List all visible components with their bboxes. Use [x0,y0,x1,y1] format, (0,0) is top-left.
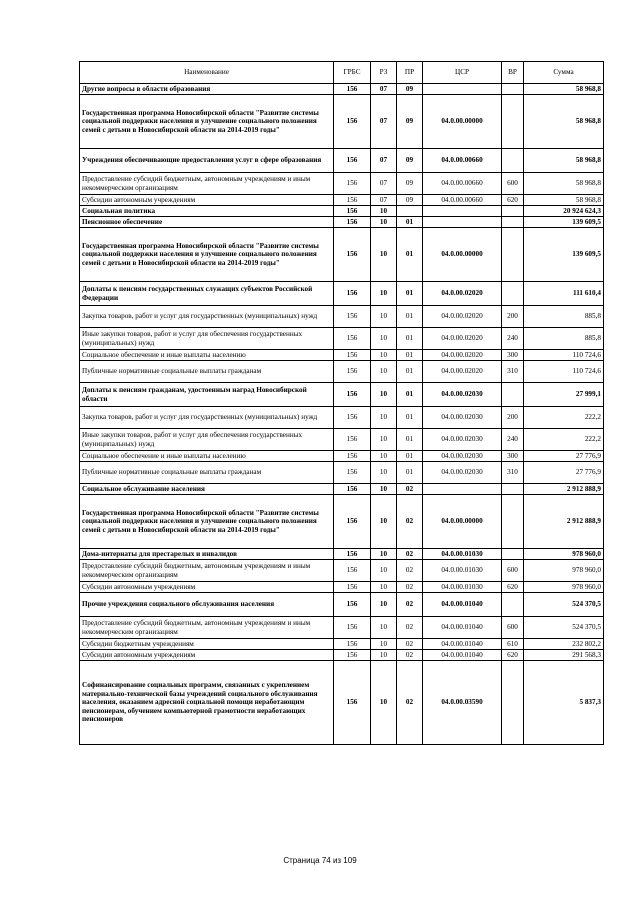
cell-rz: 10 [371,217,397,228]
cell-grbs: 156 [334,429,371,451]
cell-pr: 01 [397,306,423,328]
cell-vr [502,149,524,173]
cell-rz: 10 [371,484,397,495]
cell-rz: 10 [371,407,397,429]
cell-name: Социальное обслуживание населения [80,484,334,495]
cell-csr: 04.0.00.00000 [423,495,502,549]
cell-name: Социальное обеспечение и иные выплаты населению [80,350,334,361]
table-row [80,462,604,484]
cell-vr: 240 [502,429,524,451]
cell-vr [502,661,524,745]
cell-pr: 01 [397,350,423,361]
cell-pr: 02 [397,617,423,639]
cell-rz: 10 [371,639,397,650]
cell-name: Доплаты к пенсиям государственных служащих субъектов Российской Федерации [80,282,334,306]
header-vr: ВР [502,62,524,84]
cell-grbs: 156 [334,328,371,350]
cell-name: Публичные нормативные социальные выплаты гражданам [80,462,334,484]
cell-vr [502,206,524,217]
cell-rz: 10 [371,328,397,350]
cell-name: Закупка товаров, работ и услуг для государственных (муниципальных) нужд [80,306,334,328]
cell-grbs: 156 [334,451,371,462]
cell-pr: 01 [397,429,423,451]
cell-vr: 610 [502,639,524,650]
cell-sum: 2 912 888,9 [524,495,604,549]
cell-pr: 01 [397,228,423,282]
cell-rz: 10 [371,661,397,745]
cell-rz: 10 [371,462,397,484]
cell-csr: 04.0.00.00660 [423,173,502,195]
table-row [80,549,604,560]
cell-pr: 09 [397,149,423,173]
cell-grbs: 156 [334,650,371,661]
cell-rz: 10 [371,306,397,328]
cell-grbs: 156 [334,195,371,206]
cell-vr [502,217,524,228]
table-row [80,661,604,745]
cell-grbs: 156 [334,361,371,383]
budget-table [79,61,604,745]
cell-name: Закупка товаров, работ и услуг для государственных (муниципальных) нужд [80,407,334,429]
table-row [80,582,604,593]
cell-pr: 02 [397,495,423,549]
cell-name: Государственная программа Новосибирской области "Развитие системы социальной поддержки населения и улучшение социального положения семей с детьми в Новосибирской области на 2014-2019 годы" [80,495,334,549]
table-row [80,617,604,639]
cell-vr: 600 [502,617,524,639]
cell-name: Иные закупки товаров, работ и услуг для обеспечения государственных (муниципальных) нужд [80,328,334,350]
cell-sum: 5 837,3 [524,661,604,745]
cell-rz: 07 [371,195,397,206]
cell-name: Другие вопросы в области образования [80,84,334,95]
cell-csr [423,206,502,217]
cell-sum: 232 802,2 [524,639,604,650]
cell-csr: 04.0.00.02030 [423,407,502,429]
cell-rz: 10 [371,650,397,661]
table-row [80,149,604,173]
cell-pr: 02 [397,484,423,495]
cell-grbs: 156 [334,149,371,173]
table-row [80,206,604,217]
cell-vr [502,549,524,560]
cell-csr [423,484,502,495]
table-row [80,451,604,462]
cell-name: Социальное обеспечение и иные выплаты населению [80,451,334,462]
cell-sum: 58 968,8 [524,195,604,206]
cell-grbs: 156 [334,84,371,95]
cell-name: Публичные нормативные социальные выплаты гражданам [80,361,334,383]
cell-vr [502,84,524,95]
cell-csr: 04.0.00.02020 [423,328,502,350]
cell-grbs: 156 [334,462,371,484]
table-row [80,282,604,306]
header-rz: РЗ [371,62,397,84]
cell-pr: 02 [397,593,423,617]
cell-pr: 02 [397,549,423,560]
cell-grbs: 156 [334,350,371,361]
cell-grbs: 156 [334,639,371,650]
cell-rz: 10 [371,617,397,639]
cell-sum: 2 912 888,9 [524,484,604,495]
table-row [80,217,604,228]
cell-csr: 04.0.00.00660 [423,149,502,173]
cell-vr [502,95,524,149]
cell-pr: 09 [397,173,423,195]
cell-pr: 09 [397,84,423,95]
cell-sum: 110 724,6 [524,361,604,383]
cell-rz: 10 [371,361,397,383]
cell-sum: 978 960,0 [524,560,604,582]
cell-vr: 310 [502,361,524,383]
page-number: Страница 74 из 109 [283,856,357,865]
cell-csr: 04.0.00.02030 [423,462,502,484]
cell-csr: 04.0.00.01040 [423,617,502,639]
cell-grbs: 156 [334,593,371,617]
cell-vr [502,495,524,549]
cell-rz: 10 [371,282,397,306]
cell-csr: 04.0.00.01030 [423,549,502,560]
cell-csr: 04.0.00.02020 [423,350,502,361]
cell-rz: 10 [371,228,397,282]
table-row [80,328,604,350]
cell-sum: 27 776,9 [524,462,604,484]
cell-vr: 240 [502,328,524,350]
cell-pr: 02 [397,650,423,661]
header-sum: Сумма [524,62,604,84]
cell-grbs: 156 [334,217,371,228]
table-row [80,306,604,328]
table-row [80,383,604,407]
cell-sum: 139 609,5 [524,228,604,282]
cell-pr: 02 [397,560,423,582]
cell-rz: 10 [371,429,397,451]
header-grbs: ГРБС [334,62,371,84]
cell-grbs: 156 [334,582,371,593]
cell-grbs: 156 [334,484,371,495]
cell-vr: 620 [502,195,524,206]
cell-name: Дома-интернаты для престарелых и инвалидов [80,549,334,560]
cell-pr [397,206,423,217]
table-row [80,195,604,206]
cell-grbs: 156 [334,495,371,549]
cell-csr: 04.0.00.01030 [423,582,502,593]
cell-sum: 222,2 [524,429,604,451]
cell-pr: 01 [397,217,423,228]
cell-vr: 600 [502,560,524,582]
cell-csr: 04.0.00.02020 [423,306,502,328]
cell-grbs: 156 [334,206,371,217]
cell-grbs: 156 [334,560,371,582]
table-row [80,361,604,383]
cell-sum: 111 610,4 [524,282,604,306]
cell-name: Субсидии автономным учреждениям [80,650,334,661]
cell-rz: 07 [371,149,397,173]
cell-pr: 01 [397,383,423,407]
cell-sum: 222,2 [524,407,604,429]
cell-vr: 200 [502,306,524,328]
cell-name: Пенсионное обеспечение [80,217,334,228]
cell-csr: 04.0.00.02030 [423,429,502,451]
cell-vr: 600 [502,173,524,195]
cell-rz: 07 [371,173,397,195]
cell-name: Субсидии автономным учреждениям [80,195,334,206]
cell-grbs: 156 [334,306,371,328]
cell-vr: 200 [502,407,524,429]
header-pr: ПР [397,62,423,84]
cell-sum: 58 968,8 [524,149,604,173]
cell-csr: 04.0.00.01040 [423,650,502,661]
cell-grbs: 156 [334,282,371,306]
table-row [80,350,604,361]
cell-sum: 27 776,9 [524,451,604,462]
cell-name: Софинансирование социальных программ, связанных с укреплением материально-технической базы учреждений социального обслуживания населения, оказанием адресной социальной помощи неработающим пенсионерам, обучением компьютерной грамотности неработающих пенсионеров [80,661,334,745]
cell-csr: 04.0.00.00660 [423,195,502,206]
table-row [80,228,604,282]
cell-pr: 01 [397,328,423,350]
cell-csr: 04.0.00.02020 [423,361,502,383]
cell-pr: 09 [397,195,423,206]
cell-rz: 07 [371,84,397,95]
cell-grbs: 156 [334,228,371,282]
cell-csr: 04.0.00.02020 [423,282,502,306]
cell-name: Предоставление субсидий бюджетным, автономным учреждениям и иным некоммерческим организациям [80,560,334,582]
cell-sum: 978 960,0 [524,582,604,593]
cell-vr [502,383,524,407]
table-row [80,650,604,661]
cell-sum: 978 960,0 [524,549,604,560]
cell-vr [502,228,524,282]
cell-sum: 20 924 624,3 [524,206,604,217]
cell-pr: 01 [397,462,423,484]
cell-name: Учреждения обеспечивающие предоставления услуг в сфере образования [80,149,334,173]
cell-vr [502,282,524,306]
cell-rz: 10 [371,549,397,560]
cell-csr: 04.0.00.03590 [423,661,502,745]
cell-grbs: 156 [334,95,371,149]
cell-sum: 524 370,5 [524,593,604,617]
cell-pr: 01 [397,451,423,462]
cell-sum: 58 968,8 [524,173,604,195]
table-row [80,560,604,582]
table-header-row [80,62,604,84]
table-row [80,173,604,195]
cell-vr: 310 [502,462,524,484]
cell-sum: 27 999,1 [524,383,604,407]
cell-pr: 09 [397,95,423,149]
table-row [80,639,604,650]
cell-grbs: 156 [334,407,371,429]
cell-name: Субсидии автономным учреждениям [80,582,334,593]
table-row [80,484,604,495]
table-row [80,495,604,549]
cell-csr [423,217,502,228]
cell-pr: 02 [397,639,423,650]
cell-name: Субсидии бюджетным учреждениям [80,639,334,650]
table-row [80,95,604,149]
cell-csr: 04.0.00.00000 [423,228,502,282]
cell-csr [423,84,502,95]
cell-rz: 10 [371,495,397,549]
table-row [80,593,604,617]
cell-vr: 620 [502,650,524,661]
cell-rz: 10 [371,593,397,617]
table-row [80,407,604,429]
table-row [80,429,604,451]
cell-rz: 10 [371,582,397,593]
cell-name: Прочие учреждения социального обслуживания населения [80,593,334,617]
cell-name: Предоставление субсидий бюджетным, автономным учреждениям и иным некоммерческим организациям [80,617,334,639]
header-name: Наименование [80,62,334,84]
cell-pr: 01 [397,407,423,429]
cell-pr: 02 [397,582,423,593]
cell-sum: 524 370,5 [524,617,604,639]
cell-vr: 300 [502,350,524,361]
cell-rz: 10 [371,451,397,462]
cell-name: Государственная программа Новосибирской области "Развитие системы социальной поддержки населения и улучшение социального положения семей с детьми в Новосибирской области на 2014-2019 годы" [80,95,334,149]
header-csr: ЦСР [423,62,502,84]
cell-rz: 10 [371,350,397,361]
cell-name: Социальная политика [80,206,334,217]
cell-sum: 291 568,3 [524,650,604,661]
cell-vr [502,593,524,617]
cell-csr: 04.0.00.01040 [423,593,502,617]
cell-pr: 01 [397,282,423,306]
cell-grbs: 156 [334,173,371,195]
cell-vr [502,484,524,495]
cell-sum: 885,8 [524,306,604,328]
cell-csr: 04.0.00.02030 [423,451,502,462]
cell-grbs: 156 [334,617,371,639]
cell-csr: 04.0.00.01040 [423,639,502,650]
cell-sum: 58 968,8 [524,95,604,149]
cell-rz: 07 [371,95,397,149]
cell-vr: 300 [502,451,524,462]
cell-pr: 02 [397,661,423,745]
cell-grbs: 156 [334,383,371,407]
cell-name: Государственная программа Новосибирской области "Развитие системы социальной поддержки населения и улучшение социального положения семей с детьми в Новосибирской области на 2014-2019 годы" [80,228,334,282]
cell-grbs: 156 [334,661,371,745]
cell-csr: 04.0.00.01030 [423,560,502,582]
cell-name: Доплаты к пенсиям гражданам, удостоенным наград Новосибирской области [80,383,334,407]
cell-sum: 110 724,6 [524,350,604,361]
cell-csr: 04.0.00.00000 [423,95,502,149]
cell-csr: 04.0.00.02030 [423,383,502,407]
table-row [80,84,604,95]
cell-name: Иные закупки товаров, работ и услуг для обеспечения государственных (муниципальных) нужд [80,429,334,451]
cell-grbs: 156 [334,549,371,560]
cell-vr: 620 [502,582,524,593]
cell-rz: 10 [371,206,397,217]
cell-sum: 58 968,8 [524,84,604,95]
cell-sum: 139 609,5 [524,217,604,228]
cell-rz: 10 [371,560,397,582]
cell-name: Предоставление субсидий бюджетным, автономным учреждениям и иным некоммерческим организациям [80,173,334,195]
cell-sum: 885,8 [524,328,604,350]
cell-pr: 01 [397,361,423,383]
cell-rz: 10 [371,383,397,407]
